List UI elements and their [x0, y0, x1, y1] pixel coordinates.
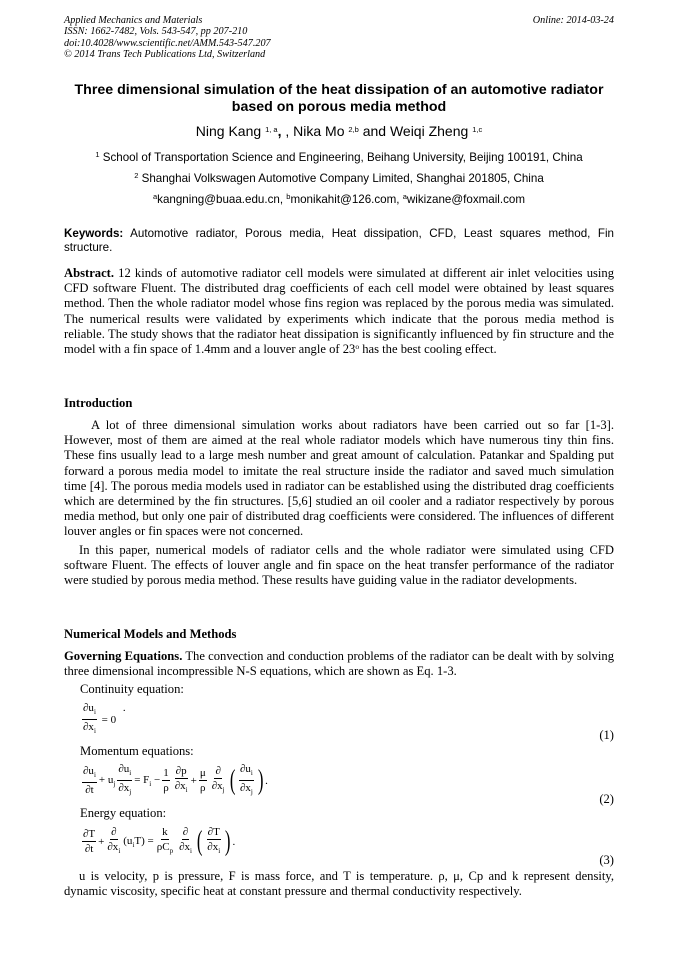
paper-title: Three dimensional simulation of the heat dissipation of an automotive radiator based on porous media method [74, 82, 604, 115]
doi-line: doi:10.4028/www.scientific.net/AMM.543-547.207 [64, 37, 271, 49]
abstract-text: 12 kinds of automotive radiator cell models were simulated at different air inlet velocities using CFD software Fluent. The distributed drag coefficients of each cell model were obtained by least squares method. Then the whole radiator model whose fins region was replaced by the porous media was simulated. The numerical results were validated by experiments which indicate that the porous media method is reliable. The study shows that the radiator heat dissipation is significantly influenced by fin structure and the model with a fin space of 1.4mm and a louver angle of 23 [64, 266, 614, 357]
abstract-text-end: has the best cooling effect. [359, 342, 497, 357]
abstract-label: Abstract. [64, 266, 115, 280]
issn-line: ISSN: 1662-7482, Vols. 543-547, pp 207-210 [64, 26, 248, 38]
journal-name: Applied Mechanics and Materials [64, 15, 203, 26]
section-heading-introduction: Introduction [64, 396, 133, 410]
author-superscript: 1, a [265, 125, 278, 134]
degree-superscript: o [355, 342, 360, 352]
abstract-block [64, 266, 614, 357]
email-line [64, 193, 614, 207]
online-date: Online: 2014-03-24 [532, 15, 614, 26]
author-superscript: 2,b [348, 125, 359, 134]
momentum-equation: $\frac{\partial u_i}{\partial t}$ + $u_j$ $\frac{\partial u_i}{\partial x_j}$ = $F_i$ − $\frac{1}{\rho}$ $\frac{\partial p}{\partial x_i}$ + $\frac{\mu}{\rho}$ $\frac{\partial}{\partial x_j}$ ( $\frac{\partial u_i}{\partial x_j}$ ) . [83, 763, 268, 796]
governing-label: Governing Equations. [64, 649, 183, 663]
section-heading-methods: Numerical Models and Methods [64, 627, 237, 641]
governing-text: The convection and conduction problems of the radiator can be dealt with by solving three dimensional incompressible N-S equations, which are shown as Eq. 1-3. [64, 649, 614, 679]
continuity-equation: $\frac{\partial u_i}{\partial x_i}$ = 0 . [83, 702, 126, 735]
affiliation-text: School of Transportation Science and Engineering, Beihang University, Beijing 100191, China [99, 151, 583, 164]
keywords-label: Keywords: [64, 227, 124, 240]
author-superscript: 1,c [472, 125, 483, 134]
equation-number-3: (3) [599, 853, 614, 867]
copyright-line: © 2014 Trans Tech Publications Ltd, Switzerland [64, 49, 266, 61]
author-name: Ning Kang [195, 123, 262, 139]
continuity-label: Continuity equation: [80, 682, 184, 696]
introduction-paragraph-2: In this paper, numerical models of radiator cells and the whole radiator were simulated using CFD software Fluent. The effects of louver angle and fin space on the heat transfer performance of the radiator were studied by porous media method. These results have guiding value in the radiator developments. [64, 543, 614, 588]
email-link[interactable]: kangning@buaa.edu.cn, [157, 193, 287, 206]
variables-paragraph: u is velocity, p is pressure, F is mass force, and T is temperature. ρ, μ, Cp and k represent density, dynamic viscosity, specific heat at constant pressure and thermal conductivity respectively. [64, 869, 614, 899]
journal-header [64, 15, 271, 61]
email-link[interactable]: wikizane@foxmail.com [406, 193, 525, 206]
energy-equation: $\frac{\partial T}{\partial t}$ + $\frac{\partial}{\partial x_i}$ $(u_iT)$ = $\frac{k}{\rho C_p}$ $\frac{\partial}{\partial x_i}$ ( $\frac{\partial T}{\partial x_i}$ ) . [83, 825, 236, 857]
momentum-label: Momentum equations: [80, 744, 194, 758]
equation-number-1: (1) [599, 728, 614, 742]
author-name: and Weiqi Zheng [362, 123, 469, 139]
affiliation-2 [64, 172, 614, 186]
keywords-block [64, 227, 614, 256]
introduction-paragraph-1: A lot of three dimensional simulation works about radiators have been carried out so far [1-3]. However, most of them are aimed at the real whole radiator models which have numerous tiny thin fins. These fins usually lead to a large mesh number and great amount of calculation. Patankar and Spalding put forward a porous media model to imitate the real structure inside the radiator and saved much simulation time [4]. The porous media models used in radiator can be established using the distributed drag coefficients which are determined by the fin structures. [5,6] studied an oil cooler and a radiator respectively by porous media method, but only one pair of distributed drag coefficients were considered. The influences of different louver angles or fin spaces were not concerned. [64, 418, 614, 539]
email-superscript: a [402, 192, 407, 201]
affiliation-1 [64, 151, 614, 165]
governing-equations-paragraph [64, 649, 614, 679]
email-superscript: a [153, 192, 158, 201]
keywords-text: Automotive radiator, Porous media, Heat dissipation, CFD, Least squares method, Fin structure. [64, 227, 614, 255]
email-superscript: b [286, 192, 291, 201]
energy-label: Energy equation: [80, 806, 167, 820]
affiliation-superscript: 2 [134, 171, 139, 180]
affiliation-superscript: 1 [95, 150, 100, 159]
author-name: , Nika Mo [285, 123, 345, 139]
email-link[interactable]: monikahit@126.com, [290, 193, 403, 206]
author-line: Ning Kang $^{1, a}$, , Nika Mo $^{2,b}$ and Weiqi Zheng $^{1,c}$ [195, 123, 483, 139]
equation-number-2: (2) [599, 792, 614, 806]
affiliation-text: Shanghai Volkswagen Automotive Company Limited, Shanghai 201805, China [138, 172, 544, 185]
